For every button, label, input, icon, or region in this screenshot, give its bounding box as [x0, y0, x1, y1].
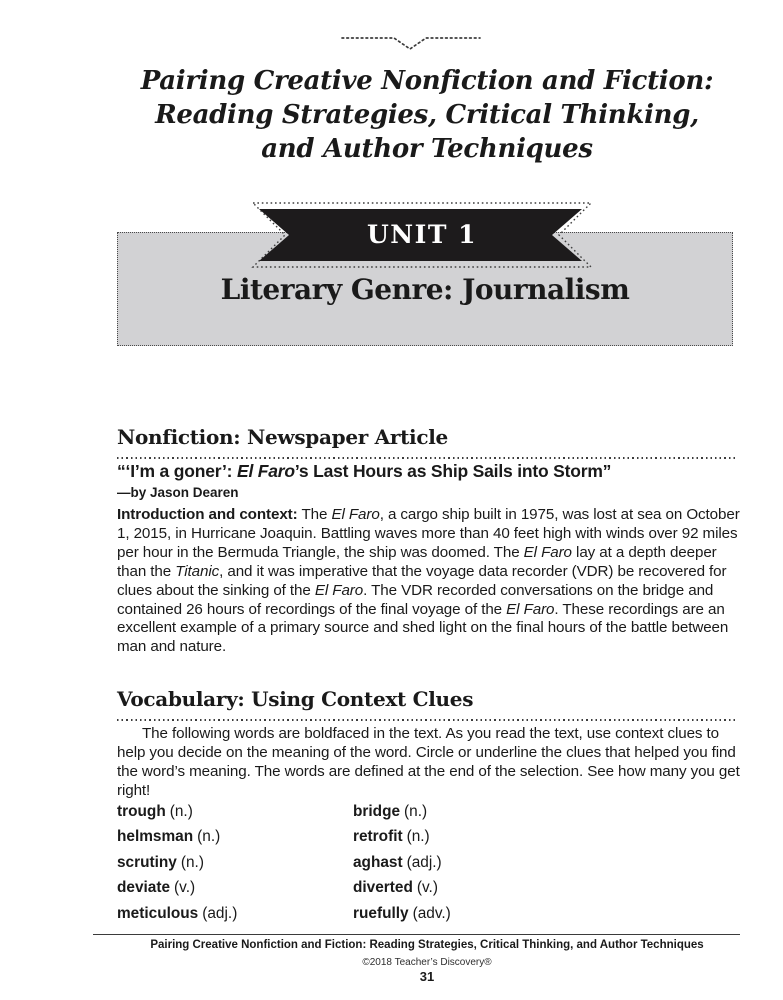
vocab-word: ruefully: [353, 904, 409, 922]
vocab-column-left: [117, 799, 353, 926]
vocab-column-right: [353, 799, 603, 926]
vocab-pos: (n.): [180, 853, 204, 871]
vocab-pos: (n.): [404, 803, 428, 820]
dotted-rule: [117, 719, 737, 721]
vocab-word: retrofit: [353, 828, 403, 846]
vocab-pos: (adj.): [406, 853, 442, 871]
unit-subtitle: Literary Genre: Journalism: [220, 273, 630, 306]
vocab-item: [353, 799, 603, 824]
vocab-word: trough: [117, 803, 166, 820]
vocab-word: bridge: [353, 803, 401, 820]
vocab-word: meticulous: [117, 904, 199, 922]
vocab-item: [353, 901, 603, 926]
vocab-item: [117, 850, 353, 875]
vocab-pos: (v.): [416, 879, 438, 897]
vocab-pos: (adv.): [412, 904, 451, 922]
footer-divider: [93, 934, 740, 935]
vocab-pos: (adj.): [202, 904, 238, 922]
vocabulary-instructions: The following words are boldfaced in the text. As you read the text, use context clues to help you decide on the meaning of the word. Circle or underline the clues that helped you find the word’s meaning. The words are defined at the end of the selection. See how many you get right!: [117, 725, 740, 799]
article-introduction: Introduction and context: The El Faro, a cargo ship built in 1975, was lost at sea on October 1, 2015, in Hurricane Joaquin. Battling waves more than 40 feet high with winds over 92 miles per hour in the Bermuda Triangle, the ship was doomed. The El Faro lay at a depth deeper than the Titanic, and it was imperative that the voyage data recorder (VDR) be recovered for clues about the sinking of the El Faro. The VDR recorded conversations on the bridge and contained 26 hours of recordings of the final voyage of the El Faro. These recordings are an excellent example of a primary source and shed light on the final hours of the battle between man and nature.: [117, 506, 740, 656]
vocab-pos: (n.): [197, 828, 221, 846]
vocab-item: [353, 875, 603, 900]
vocab-word: scrutiny: [117, 853, 177, 871]
article-title: “‘I’m a goner’: El Faro’s Last Hours as Ship Sails into Storm”: [117, 461, 612, 481]
vocab-item: [117, 875, 353, 900]
vocab-item: [353, 850, 603, 875]
vocab-word: deviate: [117, 879, 171, 897]
vocab-item: [117, 901, 353, 926]
dotted-chevron-divider-icon: [340, 32, 482, 54]
page-title-line: Pairing Creative Nonfiction and Fiction:: [140, 66, 714, 96]
vocab-pos: (v.): [174, 879, 196, 897]
vocab-item: [353, 824, 603, 849]
section-heading-vocabulary: Vocabulary: Using Context Clues: [117, 687, 474, 711]
section-heading-nonfiction: Nonfiction: Newspaper Article: [117, 425, 448, 449]
unit-label: UNIT 1: [366, 220, 478, 249]
page-title-line: Reading Strategies, Critical Thinking,: [155, 100, 699, 130]
vocab-word: diverted: [353, 879, 413, 897]
vocab-item: [117, 824, 353, 849]
vocab-word: aghast: [353, 853, 403, 871]
vocab-item: [117, 799, 353, 824]
vocab-pos: (n.): [169, 803, 193, 820]
footer-page-number: 31: [419, 969, 435, 984]
vocab-pos: (n.): [406, 828, 430, 846]
vocabulary-word-list: [117, 799, 737, 926]
vocab-word: helmsman: [117, 828, 194, 846]
page-title: [117, 64, 737, 166]
footer-book-title: Pairing Creative Nonfiction and Fiction: Reading Strategies, Critical Thinking, and Author Techniques: [150, 939, 704, 951]
page-title-line: and Author Techniques: [261, 134, 593, 164]
footer-copyright: ©2018 Teacher’s Discovery®: [362, 957, 492, 968]
article-byline: —by Jason Dearen: [117, 485, 239, 500]
